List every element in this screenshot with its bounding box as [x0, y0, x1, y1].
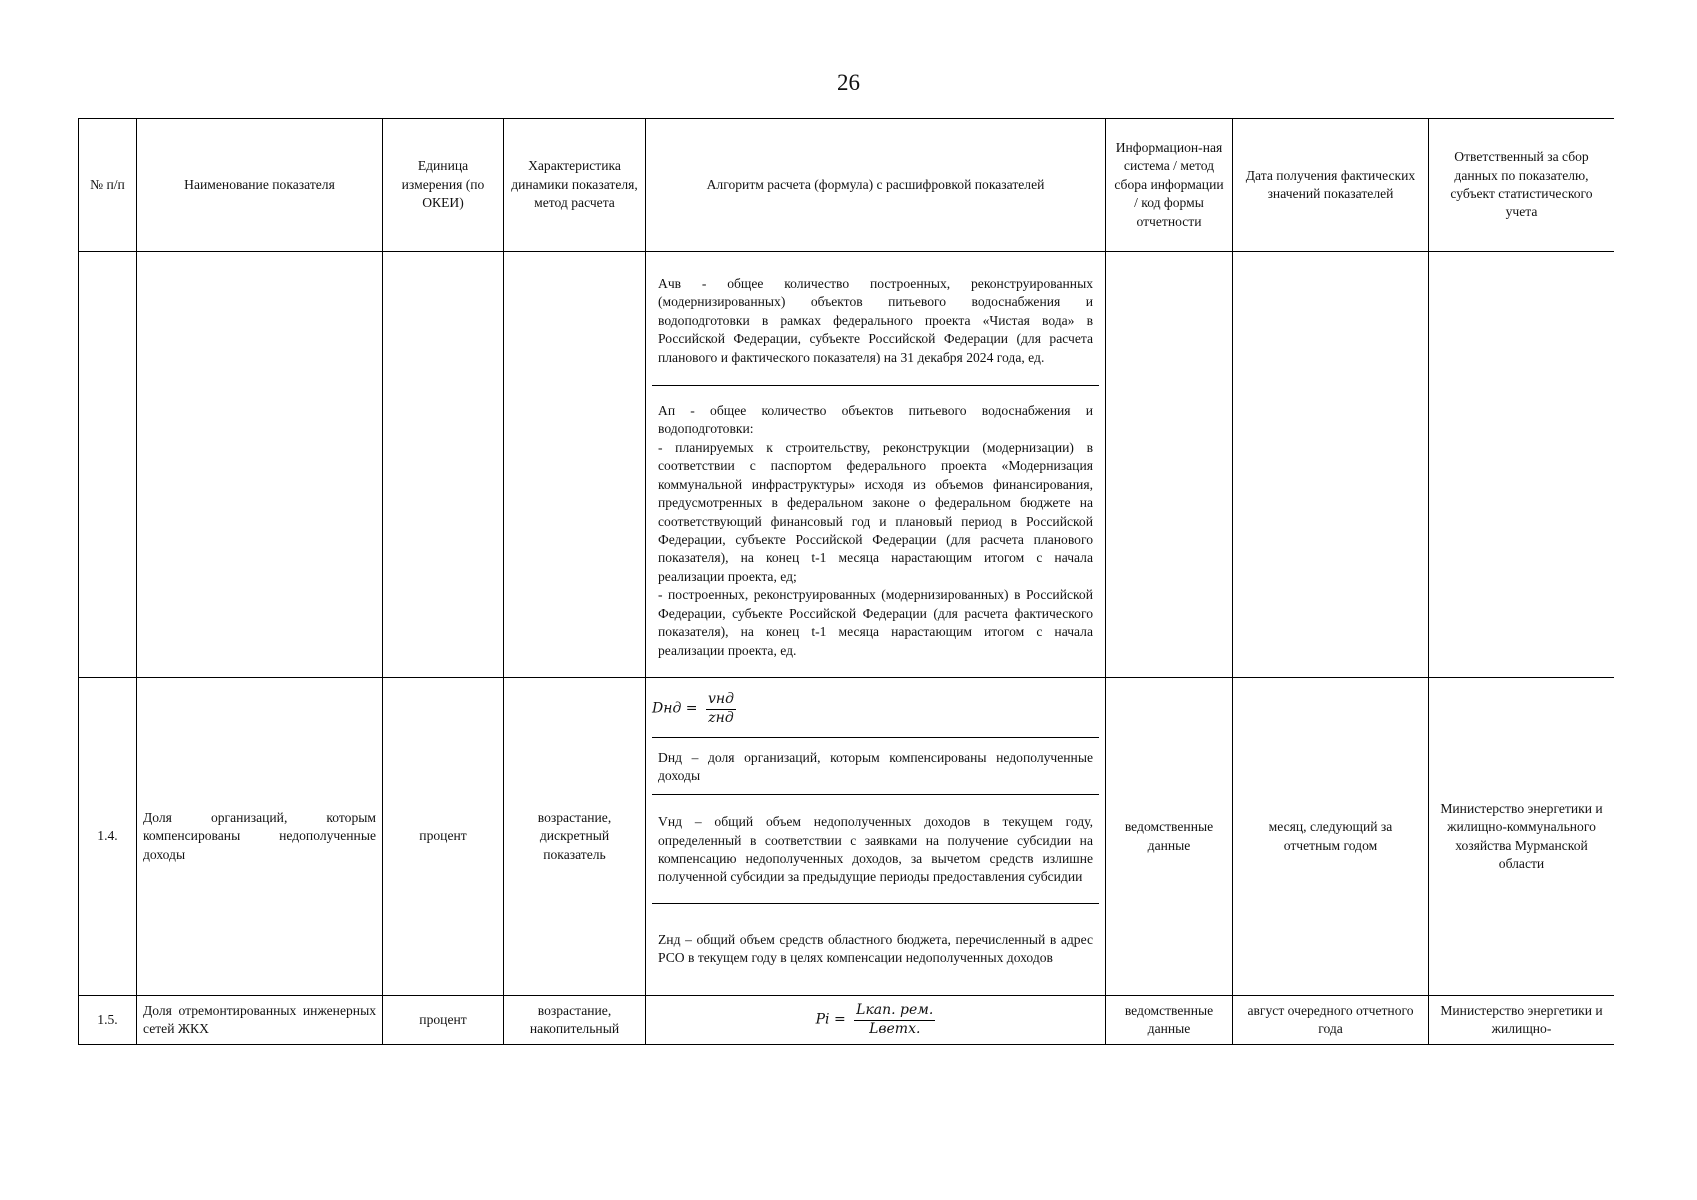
- definition-ap-item2: - построенных, реконструированных (модернизированных) в Российской Федерации, субъекте Российской Федерации (для расчета фактического показателя), на конец t-1 месяца нарастающим итогом с начала реализации проекта, ед.: [658, 587, 1093, 658]
- definition-v: Vнд – общий объем недополученных доходов в текущем году, определенный в соответствии с заявками на получение субсидии на компенсацию недополученных доходов, за вычетом средств излишне полученной субсидии за предыдущие периоды предоставления субсидии: [652, 795, 1099, 904]
- header-number: № п/п: [79, 119, 137, 252]
- header-dynamics: Характеристика динамики показателя, метод расчета: [504, 119, 646, 252]
- cell-algorithm: [646, 252, 1106, 678]
- row-number: 1.5.: [79, 996, 137, 1045]
- formula-fraction: [854, 1002, 935, 1038]
- algorithm-subtable: [652, 681, 1099, 992]
- info-system: ведомственные данные: [1106, 678, 1233, 996]
- cell-empty: [1429, 252, 1615, 678]
- indicator-name: Доля организаций, которым компенсированы недополученные доходы: [137, 678, 383, 996]
- responsible: Министерство энергетики и жилищно-: [1429, 996, 1615, 1045]
- definition-ap-item1: - планируемых к строительству, реконструкции (модернизации) в соответствии с паспортом федерального проекта «Модернизация коммунальной инфраструктуры» исходя из объемов финансирования, предусмотренных в федеральном законе о федеральном бюджете на соответствующий финансовый год и плановый период в Российской Федерации, субъекте Российской Федерации (для расчета планового показателя), на конец t-1 месяца нарастающим итогом с начала реализации проекта, ед;: [658, 439, 1093, 584]
- cell-empty: [79, 252, 137, 678]
- formula-lhs: Dнд =: [652, 700, 698, 717]
- definition-d: Dнд – доля организаций, которым компенсированы недополученные доходы: [652, 738, 1099, 795]
- formula-lhs: Pi =: [815, 1011, 846, 1028]
- cell-empty: [383, 252, 504, 678]
- table-row: [79, 252, 1615, 678]
- indicator-dynamics: возрастание, накопительный: [504, 996, 646, 1045]
- cell-empty: [1233, 252, 1429, 678]
- header-indicator-name: Наименование показателя: [137, 119, 383, 252]
- formula: [646, 996, 1106, 1045]
- data-date: август очередного отчетного года: [1233, 996, 1429, 1045]
- cell-algorithm: [646, 678, 1106, 996]
- cell-empty: [1106, 252, 1233, 678]
- indicator-dynamics: возрастание, дискретный показатель: [504, 678, 646, 996]
- definition-avb: Aчв - общее количество построенных, реконструированных (модернизированных) объектов питьевого водоснабжения и водоподготовки в рамках федерального проекта «Чистая вода» в Российской Федерации, субъекте Российской Федерации (для расчета планового и фактического показателя) на 31 декабря 2024 года, ед.: [652, 255, 1099, 386]
- algorithm-subtable: [652, 255, 1099, 674]
- data-date: месяц, следующий за отчетным годом: [1233, 678, 1429, 996]
- formula-numerator: vнд: [706, 691, 736, 710]
- cell-empty: [504, 252, 646, 678]
- table-row: [79, 678, 1615, 996]
- table-header-row: [79, 119, 1615, 252]
- page-number: 26: [837, 70, 860, 95]
- header-responsible: Ответственный за сбор данных по показателю, субъект статистического учета: [1429, 119, 1615, 252]
- table-row: [79, 996, 1615, 1045]
- responsible: Министерство энергетики и жилищно-коммунального хозяйства Мурманской области: [1429, 678, 1615, 996]
- header-algorithm: Алгоритм расчета (формула) с расшифровкой показателей: [646, 119, 1106, 252]
- cell-empty: [137, 252, 383, 678]
- indicator-unit: процент: [383, 678, 504, 996]
- definition-ap-intro: Ап - общее количество объектов питьевого водоснабжения и водоподготовки:: [658, 402, 1093, 437]
- header-unit: Единица измерения (по ОКЕИ): [383, 119, 504, 252]
- indicator-table-wrapper: [78, 118, 1614, 1086]
- header-info-system: Информацион-ная система / метод сбора информации / код формы отчетности: [1106, 119, 1233, 252]
- header-date: Дата получения фактических значений показателей: [1233, 119, 1429, 252]
- row-number: 1.4.: [79, 678, 137, 996]
- formula-fraction: [706, 691, 736, 727]
- definition-ap: [652, 386, 1099, 675]
- formula: [652, 681, 1099, 738]
- indicator-name: Доля отремонтированных инженерных сетей ЖКХ: [137, 996, 383, 1045]
- indicator-unit: процент: [383, 996, 504, 1045]
- definition-z: Zнд – общий объем средств областного бюджета, перечисленный в адрес РСО в текущем году в целях компенсации недополученных доходов: [658, 931, 1093, 965]
- formula-denominator: zнд: [708, 709, 734, 726]
- formula-denominator: Lветх.: [869, 1020, 921, 1037]
- info-system: ведомственные данные: [1106, 996, 1233, 1045]
- indicator-table: [78, 118, 1614, 1045]
- formula-numerator: Lкап. рем.: [854, 1002, 935, 1021]
